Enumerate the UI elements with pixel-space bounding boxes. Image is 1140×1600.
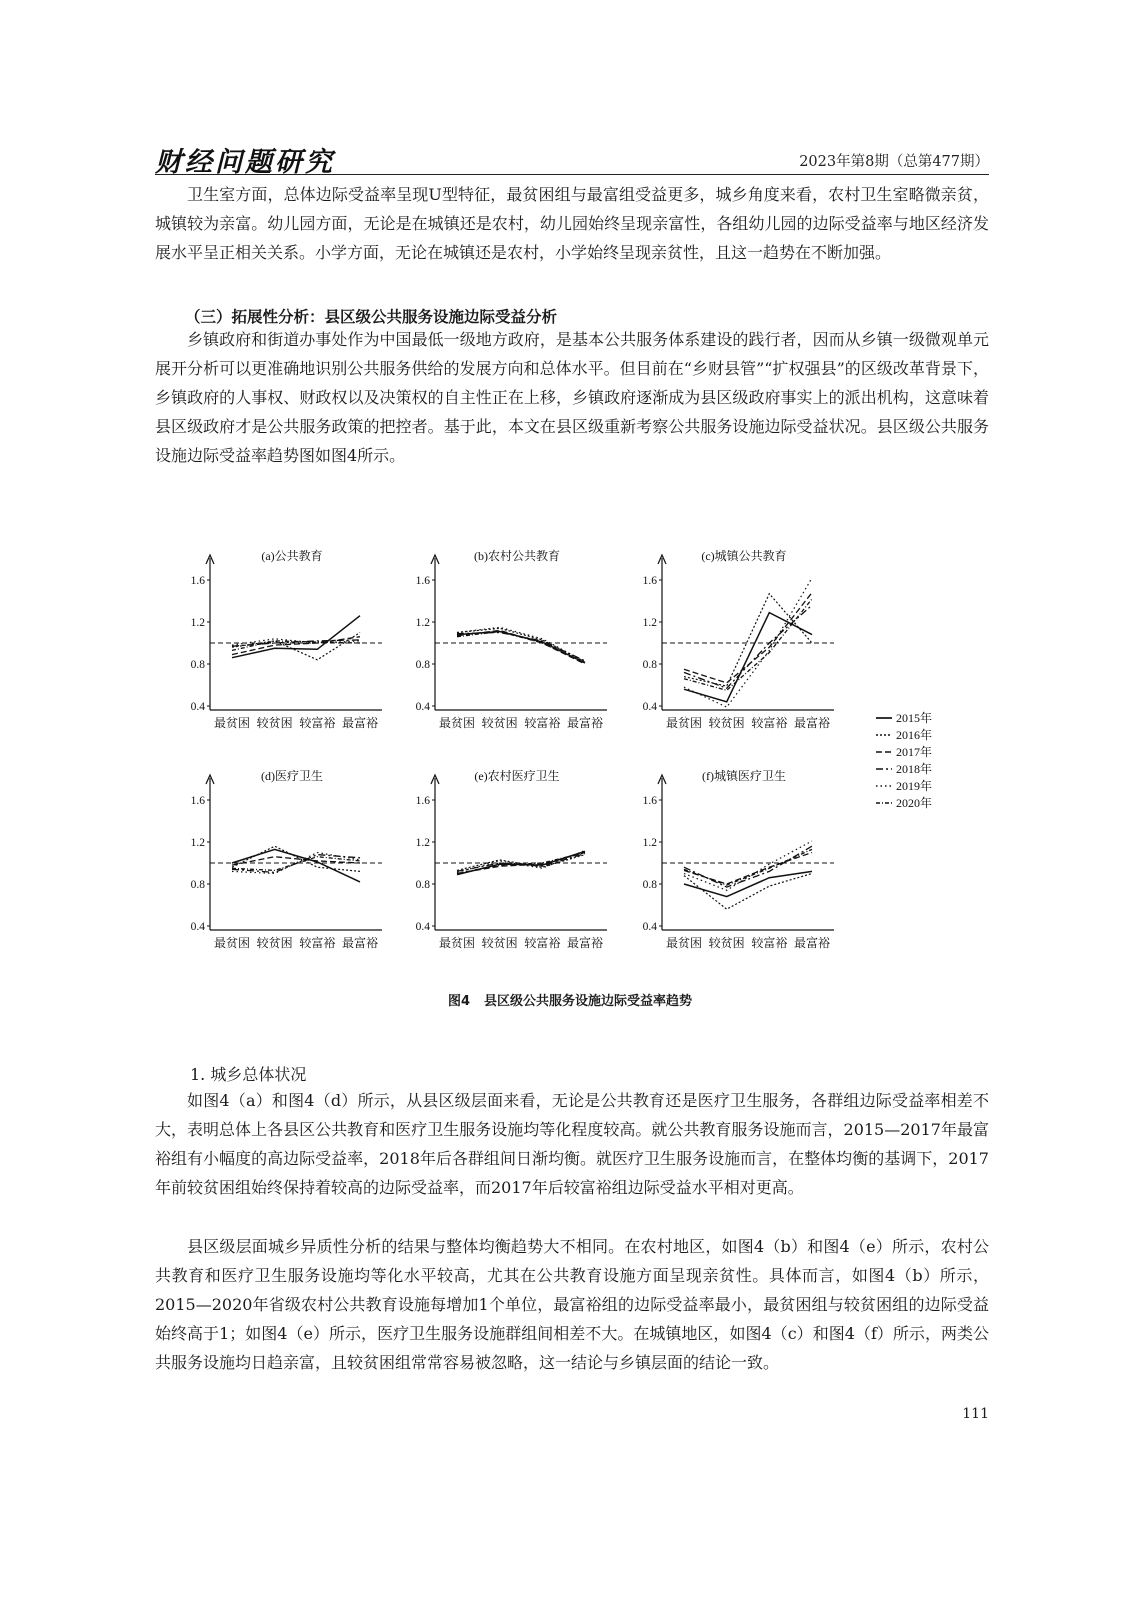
chart-title: (e)农村医疗卫生 (474, 769, 560, 783)
y-tick-label: 1.6 (190, 575, 205, 587)
x-tick-label: 较富裕 (524, 936, 561, 950)
y-tick-label: 1.2 (415, 837, 430, 849)
y-tick-label: 0.8 (190, 659, 205, 671)
series-line-2016年 (684, 874, 812, 910)
x-tick-label: 较富裕 (751, 936, 788, 950)
x-tick-label: 较贫困 (256, 716, 293, 730)
legend-label: 2019年 (896, 779, 933, 793)
figure-caption-text: 县区级公共服务设施边际受益率趋势 (484, 994, 693, 1009)
series-line-2018年 (684, 846, 812, 887)
y-tick-label: 1.6 (415, 795, 430, 807)
x-tick-label: 较富裕 (524, 716, 561, 730)
section-heading: （三）拓展性分析：县区级公共服务设施边际受益分析 (185, 308, 558, 326)
paragraph-overall: 如图4（a）和图4（d）所示，从县区级层面来看，无论是公共教育还是医疗卫生服务，各群组边际受益率相差不大，表明总体上各县区公共教育和医疗卫生服务设施均等化程度较高。就公共教育服务设施而言，2015—2017年最富裕组有小幅度的高边际受益率，2018年后各群组间日渐均衡。就医疗卫生服务设施而言，在整体均衡的基调下，2017年前较贫困组始终保持着较高的边际受益率，而2017年后较富裕组边际受益水平相对更高。 (155, 1091, 989, 1197)
x-tick-label: 较贫困 (481, 936, 518, 950)
y-tick-label: 1.6 (642, 795, 657, 807)
page-number: 111 (962, 1406, 989, 1422)
y-tick-label: 1.6 (190, 795, 205, 807)
series-line-2017年 (684, 593, 812, 683)
x-tick-label: 最贫困 (438, 936, 476, 950)
issue-info: 2023年第8期（总第477期） (799, 154, 989, 170)
y-tick-label: 1.2 (190, 837, 205, 849)
y-tick-label: 0.8 (415, 659, 430, 671)
legend-label: 2016年 (896, 728, 933, 742)
series-line-2019年 (684, 841, 812, 890)
series-line-2015年 (684, 613, 812, 702)
x-tick-label: 最贫困 (665, 716, 703, 730)
x-tick-label: 最贫困 (213, 936, 251, 950)
chart-panel-3 (191, 768, 382, 950)
x-tick-label: 较富裕 (299, 716, 336, 730)
y-tick-label: 0.8 (415, 879, 430, 891)
y-tick-label: 1.2 (415, 617, 430, 629)
x-tick-label: 最富裕 (341, 716, 379, 730)
figure-4 (160, 548, 980, 1008)
chart-title: (d)医疗卫生 (261, 769, 323, 783)
x-tick-label: 最富裕 (566, 716, 604, 730)
x-tick-label: 较富裕 (751, 716, 788, 730)
y-tick-label: 0.8 (642, 659, 657, 671)
y-tick-label: 1.2 (190, 617, 205, 629)
paragraph-urban-rural: 县区级层面城乡异质性分析的结果与整体均衡趋势大不相同。在农村地区，如图4（b）和图4（e）所示，农村公共教育和医疗卫生服务设施均等化水平较高，尤其在公共教育设施方面呈现亲贫性。具体而言，如图4（b）所示，2015—2020年省级农村公共教育设施每增加1个单位，最富裕组的边际受益率最小，最贫困组与较贫困组的边际受益始终高于1；如图4（e）所示，医疗卫生服务设施群组间相差不大。在城镇地区，如图4（c）和图4（f）所示，两类公共服务设施均日趋亲富，且较贫困组常常容易被忽略，这一结论与乡镇层面的结论一致。 (155, 1237, 989, 1372)
x-tick-label: 较贫困 (708, 716, 745, 730)
chart-title: (a)公共教育 (261, 549, 323, 563)
series-line-2017年 (457, 630, 585, 664)
x-tick-label: 较富裕 (299, 936, 336, 950)
chart-panel-0 (191, 548, 382, 730)
y-tick-label: 0.4 (190, 701, 205, 713)
legend (876, 710, 932, 810)
y-tick-label: 0.8 (190, 879, 205, 891)
chart-panel-5 (643, 768, 834, 950)
y-tick-label: 0.4 (415, 921, 430, 933)
x-tick-label: 最富裕 (793, 716, 831, 730)
chart-panel-2 (643, 548, 834, 730)
paragraph-intro: 卫生室方面，总体边际受益率呈现U型特征，最贫困组与最富组受益更多，城乡角度来看，农村卫生室略微亲贫，城镇较为亲富。幼儿园方面，无论是在城镇还是农村，幼儿园始终呈现亲富性，各组幼儿园的边际受益率与地区经济发展水平呈正相关关系。小学方面，无论在城镇还是农村，小学始终呈现亲贫性，且这一趋势在不断加强。 (155, 185, 989, 262)
x-tick-label: 最贫困 (213, 716, 251, 730)
figure-4-charts (160, 548, 980, 988)
figure-caption (160, 990, 980, 1009)
chart-panel-1 (416, 548, 607, 730)
series-line-2015年 (232, 849, 360, 882)
x-tick-label: 较贫困 (481, 716, 518, 730)
series-line-2020年 (684, 599, 812, 690)
paragraph-county-rationale: 乡镇政府和街道办事处作为中国最低一级地方政府，是基本公共服务体系建设的践行者，因而从乡镇一级微观单元展开分析可以更准确地识别公共服务供给的发展方向和总体水平。但目前在“乡财县管”“扩权强县”的区级改革背景下，乡镇政府的人事权、财政权以及决策权的自主性正在上移，乡镇政府逐渐成为县区级政府事实上的派出机构，这意味着县区级政府才是公共服务政策的把控者。基于此，本文在县区级重新考察公共服务设施边际受益状况。县区级公共服务设施边际受益率趋势图如图4所示。 (155, 330, 989, 465)
legend-label: 2017年 (896, 745, 933, 759)
chart-panel-4 (416, 768, 607, 950)
y-tick-label: 0.4 (642, 701, 657, 713)
y-tick-label: 0.4 (642, 921, 657, 933)
subheading-overall: 1. 城乡总体状况 (190, 1065, 307, 1084)
x-tick-label: 较贫困 (708, 936, 745, 950)
legend-label: 2015年 (896, 711, 933, 725)
x-tick-label: 最贫困 (665, 936, 703, 950)
x-tick-label: 最富裕 (341, 936, 379, 950)
legend-label: 2018年 (896, 762, 933, 776)
journal-title: 财经问题研究 (155, 147, 335, 178)
x-tick-label: 最贫困 (438, 716, 476, 730)
series-line-2015年 (232, 616, 360, 658)
y-tick-label: 1.2 (642, 837, 657, 849)
y-tick-label: 0.4 (415, 701, 430, 713)
y-tick-label: 1.6 (415, 575, 430, 587)
chart-title: (b)农村公共教育 (474, 549, 560, 563)
y-tick-label: 0.8 (642, 879, 657, 891)
x-tick-label: 较贫困 (256, 936, 293, 950)
page-header (155, 140, 989, 178)
y-tick-label: 1.6 (642, 575, 657, 587)
chart-title: (f)城镇医疗卫生 (702, 769, 786, 783)
legend-label: 2020年 (896, 796, 933, 810)
figure-caption-number: 图4 (447, 994, 471, 1009)
y-tick-label: 0.4 (190, 921, 205, 933)
x-tick-label: 最富裕 (566, 936, 604, 950)
y-tick-label: 1.2 (642, 617, 657, 629)
x-tick-label: 最富裕 (793, 936, 831, 950)
series-line-2020年 (684, 849, 812, 885)
chart-title: (c)城镇公共教育 (701, 549, 787, 563)
